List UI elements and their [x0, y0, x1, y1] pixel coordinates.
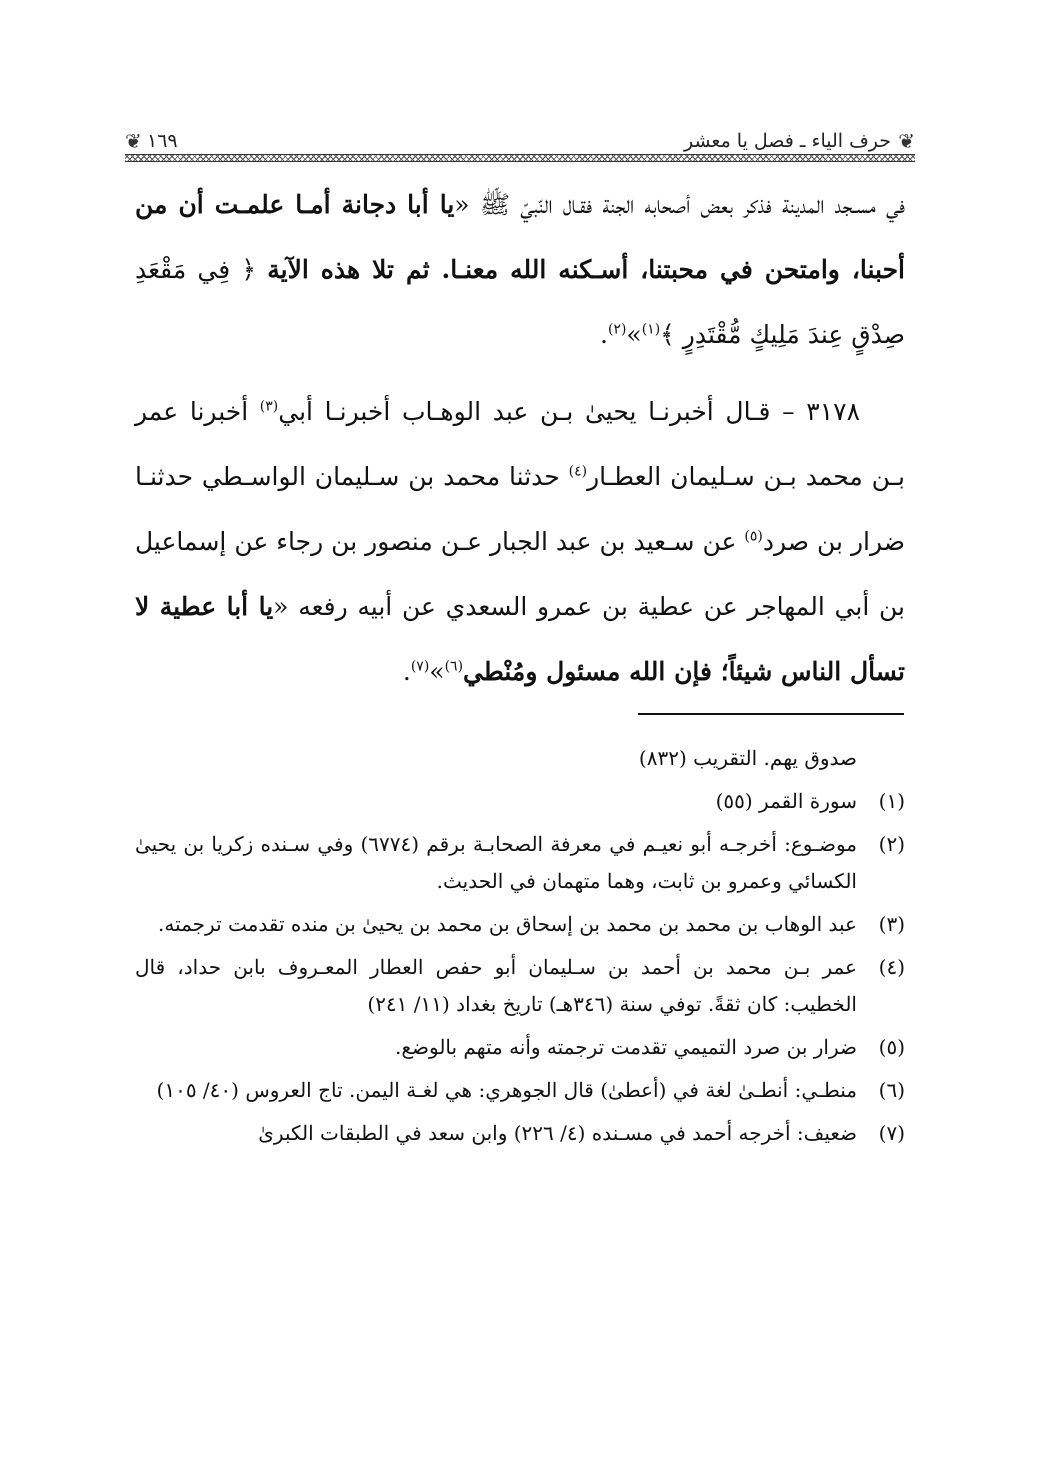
footnote-number: (٥) — [878, 1035, 905, 1059]
footnote-item — [135, 1072, 905, 1109]
quran-verse: ﴿ فِي مَقْعَدِ صِدْقٍ عِندَ مَلِيكٍ مُّقْتَدِرٍ ﴾ — [135, 255, 905, 349]
footnote-marker: (٣) — [259, 398, 279, 415]
footnote-marker: (٥) — [744, 528, 763, 545]
footnote-marker: (١) — [641, 321, 661, 338]
paragraph-continuation: في مسـجد المدينة فذكر بعض أصحابه الجنة فقـال النّبيّ ﷺ «يا أبا دجانة أمـا علمـت أن من أحبنا، وامتحن في محبتنا، أسـكنه الله معنـا. ثم تلا هذه الآية ﴿ فِي مَقْعَدِ صِدْقٍ عِندَ مَلِيكٍ مُّقْتَدِرٍ ﴾$^{(١)}$»$^{(٢)}$. — [135, 190, 905, 349]
footnote-item — [135, 1029, 905, 1066]
footnote-number: (٦) — [878, 1078, 905, 1102]
header-border — [125, 154, 915, 162]
floral-ornament-icon: ❦ — [898, 129, 915, 153]
floral-ornament-icon: ❦ — [125, 129, 142, 153]
footnote-item — [135, 826, 905, 900]
footnote-marker: (٢) — [607, 321, 627, 338]
footnote-item — [135, 949, 905, 1023]
running-title: حرف الياء ـ فصل يا معشر — [683, 130, 891, 152]
footnote-text: سورة القمر (٥٥) — [715, 789, 857, 813]
footnote-item — [135, 783, 905, 820]
footnote-text: عبد الوهاب بن محمد بن محمد بن إسحاق بن محمد بن يحيىٰ بن منده تقدمت ترجمته. — [158, 912, 857, 936]
footnote-item — [135, 906, 905, 943]
footnote-number: (٤) — [878, 955, 905, 979]
footnote-divider — [638, 713, 904, 715]
footnote-text: منطـي: أنطـىٰ لغة في (أعطىٰ) قال الجوهري: هي لغـة اليمن. تاج العروس (٤٠/ ١٠٥) — [156, 1078, 857, 1102]
footnote-number: (٧) — [878, 1121, 905, 1145]
footnote-text: عمر بـن محمد بن أحمد بن سـليمان أبو حفص العطار المعـروف بابن حداد، قال الخطيب: كان ثقةً. توفي سنة (٣٤٦هـ) تاريخ بغداد (١١/ ٢٤١) — [135, 955, 857, 1016]
footnote-marker: (٧) — [410, 658, 430, 675]
footnote-continuation: صدوق يهم. التقريب (٨٣٢) — [638, 746, 857, 770]
bold-hadith-text: يا أبا عطية لا تسأل الناس شيئاً؛ فإن الله مسئول ومُنْطي — [135, 592, 905, 686]
footnote-number: (٢) — [878, 832, 905, 856]
main-text — [135, 172, 905, 704]
footnote-text: ضرار بن صرد التميمي تقدمت ترجمته وأنه متهم بالوضع. — [395, 1035, 857, 1059]
footnote-marker: (٤) — [568, 463, 588, 480]
footnote-number: (١) — [878, 789, 905, 813]
footnote-number: (٣) — [878, 912, 905, 936]
footnotes — [135, 740, 905, 1158]
page-number: ١٦٩ — [147, 130, 178, 152]
footnote-text: ضعيف: أخرجه أحمد في مسـنده (٤/ ٢٢٦) وابن سعد في الطبقات الكبرىٰ — [258, 1121, 857, 1145]
bold-hadith-text: يا أبا دجانة أمـا علمـت أن من أحبنا، وامتحن في محبتنا، أسـكنه الله معنـا. ثم تلا هذه الآية — [135, 190, 905, 284]
hadith-paragraph: ٣١٧٨ – قـال أخبرنـا يحيىٰ بـن عبد الوهـاب أخبرنـا أبي$^{(٣)}$ أخبرنا عمر بـن محمد بـن سـليمان العطـار$^{(٤)}$ حدثنا محمد بن سـليمان الواسـطي حدثنـا ضرار بن صرد$^{(٥)}$ عن سـعيد بن عبد الجبار عـن منصور بن رجاء عن إسماعيل بن أبي المهاجر عن عطية بن عمرو السعدي عن أبيه رفعه «يا أبا عطية لا تسأل الناس شيئاً؛ فإن الله مسئول ومُنْطي$^{(٦)}$»$^{(٧)}$. — [135, 397, 906, 686]
page-header — [125, 128, 915, 162]
footnote-text: موضـوع: أخرجـه أبو نعيـم في معرفة الصحابـة برقم (٦٧٧٤) وفي سـنده زكريا بن يحيىٰ الكسائي وعمرو بن ثابت، وهما متهمان في الحديث. — [135, 832, 857, 893]
footnote-item — [135, 1115, 905, 1152]
footnote-marker: (٦) — [444, 658, 464, 675]
